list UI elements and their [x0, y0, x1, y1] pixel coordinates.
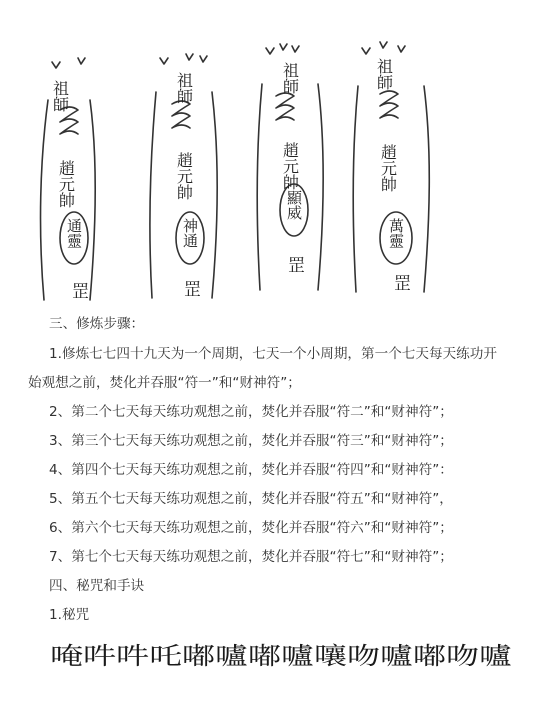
- talisman-3-end: 罡: [284, 256, 304, 273]
- step-4: 4、第四个七天每天练功观想之前，焚化并吞服“符四”和“财神符”：: [49, 462, 453, 478]
- talisman-1-end: 罡: [68, 282, 88, 299]
- talisman-2: [150, 54, 217, 298]
- secret-heading: 四、秘咒和手诀: [49, 578, 145, 594]
- talisman-3-mid: 趙元帥: [280, 142, 300, 190]
- talisman-3-top: 祖師: [280, 62, 300, 94]
- talisman-1-top: 祖師: [50, 80, 70, 112]
- talisman-4-mid: 趙元帥: [378, 144, 398, 192]
- talisman-3: [257, 44, 323, 290]
- mantra-heading: 1.秘咒: [49, 607, 90, 623]
- talisman-2-top: 祖師: [174, 72, 194, 104]
- talisman-2-mid: 趙元帥: [174, 152, 194, 200]
- talisman-2-circle: 神通: [181, 218, 199, 248]
- talisman-4-top: 祖師: [374, 58, 394, 90]
- handwritten-mantra: [48, 632, 518, 676]
- talisman-4-circle: 萬靈: [387, 218, 405, 248]
- talisman-3-circle: 顯威: [285, 190, 303, 220]
- talisman-drawings: [0, 0, 535, 312]
- step-7: 7、第七个七天每天练功观想之前，焚化并吞服“符七”和“财神符”；: [49, 549, 453, 565]
- step-3: 3、第三个七天每天练功观想之前，焚化并吞服“符三”和“财神符”；: [49, 433, 453, 449]
- step-5: 5、第五个七天每天练功观想之前，焚化并吞服“符五”和“财神符”，: [49, 491, 453, 507]
- step-6: 6、第六个七天每天练功观想之前，焚化并吞服“符六”和“财神符”；: [49, 520, 453, 536]
- talisman-1: [41, 58, 96, 300]
- talisman-4-end: 罡: [390, 274, 410, 291]
- step-1-line-2: 始观想之前，焚化并吞服“符一”和“财神符”；: [28, 375, 301, 391]
- step-2: 2、第二个七天每天练功观想之前，焚化并吞服“符二”和“财神符”；: [49, 404, 453, 420]
- talisman-4: [353, 42, 429, 292]
- step-1-line-1: 1.修炼七七四十九天为一个周期，七天一个小周期，第一个七天每天练功开: [49, 346, 497, 362]
- talisman-1-mid: 趙元帥: [56, 160, 76, 208]
- mantra-text: 唵吽吽吒嘟嚧嘟嚧嚷吻嚧嘟吻嚧: [50, 642, 512, 670]
- talisman-1-circle: 通靈: [65, 218, 83, 248]
- steps-heading: 三、修炼步骤：: [49, 316, 145, 332]
- talisman-2-end: 罡: [180, 280, 200, 297]
